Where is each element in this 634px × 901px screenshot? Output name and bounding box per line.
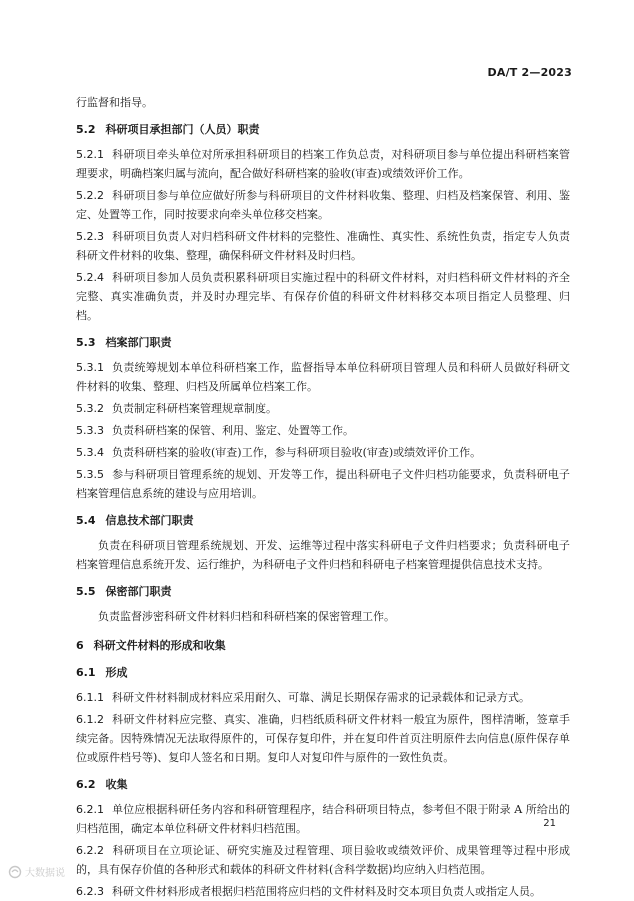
heading-title: 保密部门职责 xyxy=(105,585,172,598)
clause-paragraph xyxy=(76,800,570,838)
continuation-text: 行监督和指导。 xyxy=(76,96,153,109)
clause-text: 负责科研档案的保管、利用、鉴定、处置等工作。 xyxy=(112,424,354,437)
clause-text: 科研项目参与单位应做好所参与科研项目的文件材料收集、整理、归档及档案保管、利用、鉴定、处置等工作，同时按要求向牵头单位移交档案。 xyxy=(76,189,570,221)
clause-number: 5.2.3 xyxy=(76,230,104,243)
clause-paragraph xyxy=(76,186,570,224)
clause-text: 科研文件材料形成者根据归档范围将应归档的文件材料及时交本项目负责人或指定人员。 xyxy=(112,885,541,898)
clause-number: 5.3.3 xyxy=(76,424,104,437)
heading-number: 5.2 xyxy=(76,123,96,136)
heading-title: 形成 xyxy=(105,666,128,679)
heading-number: 5.5 xyxy=(76,585,96,598)
heading-title: 科研项目承担部门（人员）职责 xyxy=(105,123,260,136)
clause-number: 5.3.4 xyxy=(76,446,104,459)
section-heading xyxy=(76,582,570,601)
clause-number: 5.2.2 xyxy=(76,189,104,202)
section-heading xyxy=(76,775,570,794)
clause-paragraph xyxy=(76,688,570,707)
clause-text: 负责科研档案的验收(审查)工作，参与科研项目验收(审查)或绩效评价工作。 xyxy=(112,446,482,459)
section-heading xyxy=(76,333,570,352)
clause-text: 参与科研项目管理系统的规划、开发等工作，提出科研电子文件归档功能要求，负责科研电子档案管理信息系统的建设与应用培训。 xyxy=(76,468,570,500)
watermark xyxy=(8,864,65,879)
clause-paragraph xyxy=(76,358,570,396)
clause-paragraph xyxy=(76,443,570,462)
standard-code: DA/T 2—2023 xyxy=(487,66,572,79)
clause-text: 科研项目参加人员负责积累科研项目实施过程中的科研文件材料，对归档科研文件材料的齐全完整、真实准确负责，并及时办理完毕、有保存价值的科研文件材料移交本项目指定人员整理、归档。 xyxy=(76,271,570,322)
heading-number: 6.2 xyxy=(76,778,96,791)
clause-paragraph xyxy=(76,710,570,767)
page-number: 21 xyxy=(543,818,556,829)
heading-number: 6.1 xyxy=(76,666,96,679)
clause-text: 单位应根据科研任务内容和科研管理程序，结合科研项目特点，参考但不限于附录 A 所给出的归档范围，确定本单位科研文件材料归档范围。 xyxy=(76,803,570,835)
clause-text: 科研文件材料应完整、真实、准确，归档纸质科研文件材料一般宜为原件，图样清晰，签章手续完备。因特殊情况无法取得原件的，可保存复印件，并在复印件首页注明原件去向信息(原件保存单位或原件档号等)、复印人签名和日期。复印人对复印件与原件的一致性负责。 xyxy=(76,713,570,764)
section-heading xyxy=(76,663,570,682)
clause-paragraph xyxy=(76,882,570,901)
heading-number: 5.4 xyxy=(76,514,96,527)
clause-paragraph xyxy=(76,399,570,418)
clause-text: 科研项目牵头单位对所承担科研项目的档案工作负总责，对科研项目参与单位提出科研档案管理要求，明确档案归属与流向，配合做好科研档案的验收(审查)或绩效评价工作。 xyxy=(76,148,570,180)
clause-number: 6.1.2 xyxy=(76,713,104,726)
clause-paragraph xyxy=(76,841,570,879)
clause-paragraph xyxy=(76,421,570,440)
heading-title: 档案部门职责 xyxy=(105,336,172,349)
heading-number: 6 xyxy=(76,639,84,652)
heading-title: 收集 xyxy=(105,778,128,791)
watermark-logo-icon xyxy=(8,865,22,879)
clause-text: 科研项目负责人对归档科研文件材料的完整性、准确性、真实性、系统性负责，指定专人负责科研文件材料的收集、整理，确保科研文件材料及时归档。 xyxy=(76,230,570,262)
heading-title: 信息技术部门职责 xyxy=(105,514,194,527)
clause-number: 5.2.1 xyxy=(76,148,104,161)
document-body xyxy=(76,93,570,901)
watermark-text: 大数据说 xyxy=(25,868,65,879)
clause-paragraph xyxy=(76,268,570,325)
clause-number: 5.3.5 xyxy=(76,468,104,481)
clause-number: 6.2.2 xyxy=(76,844,104,857)
clause-paragraph xyxy=(76,465,570,503)
clause-number: 6.1.1 xyxy=(76,691,104,704)
heading-title: 科研文件材料的形成和收集 xyxy=(93,639,226,652)
section-heading xyxy=(76,120,570,139)
clause-paragraph xyxy=(76,227,570,265)
clause-number: 5.2.4 xyxy=(76,271,104,284)
clause-text: 科研项目在立项论证、研究实施及过程管理、项目验收或绩效评价、成果管理等过程中形成的，具有保存价值的各种形式和载体的科研文件材料(含科学数据)均应纳入归档范围。 xyxy=(76,844,570,876)
clause-number: 5.3.2 xyxy=(76,402,104,415)
section-heading xyxy=(76,511,570,530)
clause-text: 科研文件材料制成材料应采用耐久、可靠、满足长期保存需求的记录载体和记录方式。 xyxy=(112,691,530,704)
clause-number: 6.2.1 xyxy=(76,803,104,816)
body-paragraph: 负责在科研项目管理系统规划、开发、运维等过程中落实科研电子文件归档要求；负责科研电子档案管理信息系统开发、运行维护，为科研电子文件归档和科研电子档案管理提供信息技术支持。 xyxy=(76,539,570,571)
body-paragraph: 负责监督涉密科研文件材料归档和科研档案的保密管理工作。 xyxy=(98,610,395,623)
clause-number: 6.2.3 xyxy=(76,885,104,898)
clause-text: 负责制定科研档案管理规章制度。 xyxy=(112,402,277,415)
clause-text: 负责统筹规划本单位科研档案工作，监督指导本单位科研项目管理人员和科研人员做好科研文件材料的收集、整理、归档及所属单位档案工作。 xyxy=(76,361,570,393)
clause-paragraph xyxy=(76,145,570,183)
chapter-heading xyxy=(76,636,570,655)
clause-number: 5.3.1 xyxy=(76,361,104,374)
heading-number: 5.3 xyxy=(76,336,96,349)
